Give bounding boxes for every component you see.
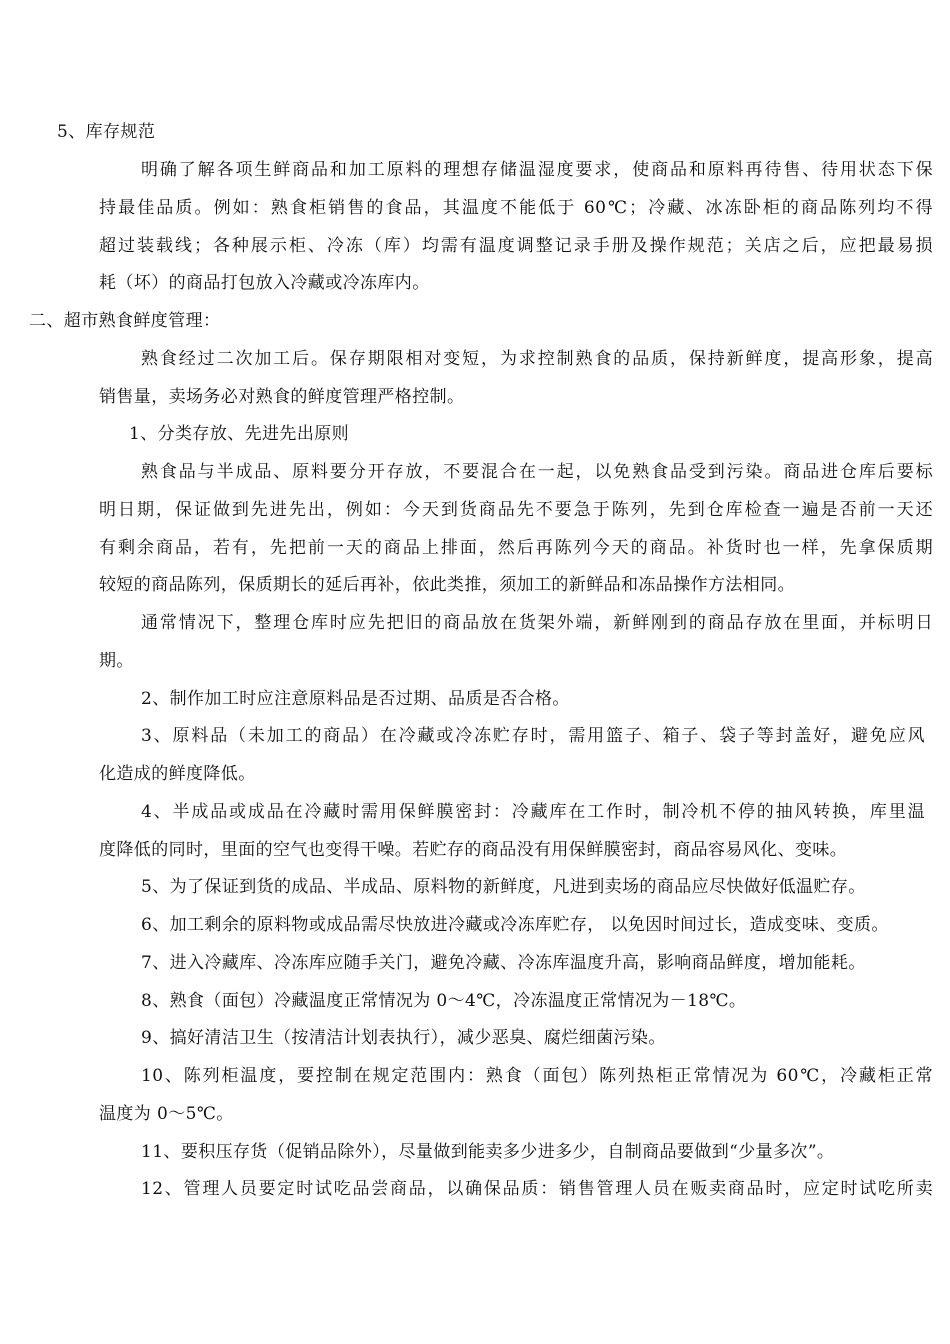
list-item-3-cont: 化造成的鲜度降低。 (99, 764, 256, 784)
list-item-7: 7、进入冷藏库、冷冻库应随手关门，避免冷藏、冷冻库温度升高，影响商品鲜度，增加能耗。 (141, 953, 866, 973)
list-item-6: 6、加工剩余的原料物或成品需尽快放进冷藏或冷冻库贮存， 以免因时间过长，造成变味、变质。 (141, 915, 889, 935)
paragraph-line: 销售量，卖场务必对熟食的鲜度管理严格控制。 (99, 387, 465, 407)
paragraph-line: 较短的商品陈列，保质期长的延后再补，依此类推，须加工的新鲜品和冻品操作方法相同。 (99, 575, 795, 595)
paragraph-line: 期。 (99, 651, 134, 671)
list-item-9: 9、搞好清洁卫生（按清洁计划表执行），减少恶臭、腐烂细菌污染。 (141, 1028, 666, 1048)
section-heading-deli-freshness: 二、超市熟食鲜度管理： (29, 311, 221, 331)
paragraph-line: 有剩余商品，若有，先把前一天的商品上排面，然后再陈列今天的商品。补货时也一样，先拿保质期 (99, 538, 933, 558)
paragraph-line: 明日期，保证做到先进先出，例如：今天到货商品先不要急于陈列，先到仓库检查一遍是否前一天还 (99, 500, 933, 520)
paragraph-line: 明确了解各项生鲜商品和加工原料的理想存储温湿度要求，使商品和原料再待售、待用状态下保 (141, 160, 933, 180)
list-item-5: 5、为了保证到货的成品、半成品、原料物的新鲜度，凡进到卖场的商品应尽快做好低温贮存。 (141, 877, 866, 897)
list-item-8: 8、熟食（面包）冷藏温度正常情况为 0～4℃，冷冻温度正常情况为－18℃。 (141, 991, 747, 1011)
list-item-4: 4、半成品或成品在冷藏时需用保鲜膜密封：冷藏库在工作时，制冷机不停的抽风转换，库里温 (141, 802, 925, 822)
paragraph-line: 超过装载线；各种展示柜、冷冻（库）均需有温度调整记录手册及操作规范；关店之后，应把最易损 (99, 236, 933, 256)
paragraph-line: 熟食品与半成品、原料要分开存放，不要混合在一起，以免熟食品受到污染。商品进仓库后要标 (141, 462, 933, 482)
list-item-11: 11、要积压存货（促销品除外），尽量做到能卖多少进多少，自制商品要做到“少量多次”。 (141, 1142, 835, 1162)
subheading-inventory-rules: 5、库存规范 (57, 122, 156, 142)
paragraph-line: 通常情况下，整理仓库时应先把旧的商品放在货架外端，新鲜刚到的商品存放在里面，并标明日 (141, 613, 933, 633)
paragraph-line: 熟食经过二次加工后。保存期限相对变短，为求控制熟食的品质，保持新鲜度，提高形象，提高 (141, 349, 933, 369)
list-item-3: 3、原料品（未加工的商品）在冷藏或冷冻贮存时，需用篮子、箱子、袋子等封盖好，避免应风 (141, 726, 925, 746)
list-item-12: 12、管理人员要定时试吃品尝商品，以确保品质：销售管理人员在贩卖商品时，应定时试吃所卖 (141, 1179, 933, 1199)
list-item-10: 10、陈列柜温度，要控制在规定范围内：熟食（面包）陈列热柜正常情况为 60℃，冷藏柜正常 (141, 1066, 933, 1086)
list-item-2: 2、制作加工时应注意原料品是否过期、品质是否合格。 (141, 689, 570, 709)
paragraph-line: 耗（坏）的商品打包放入冷藏或冷冻库内。 (99, 273, 430, 293)
list-item-4-cont: 度降低的同时，里面的空气也变得干噪。若贮存的商品没有用保鲜膜密封，商品容易风化、变味。 (99, 840, 848, 860)
subheading-storage-principle: 1、分类存放、先进先出原则 (129, 424, 350, 444)
paragraph-line: 持最佳品质。例如：熟食柜销售的食品，其温度不能低于 60℃；冷藏、冰冻卧柜的商品陈列均不得 (99, 198, 933, 218)
list-item-10-cont: 温度为 0～5℃。 (99, 1104, 234, 1124)
